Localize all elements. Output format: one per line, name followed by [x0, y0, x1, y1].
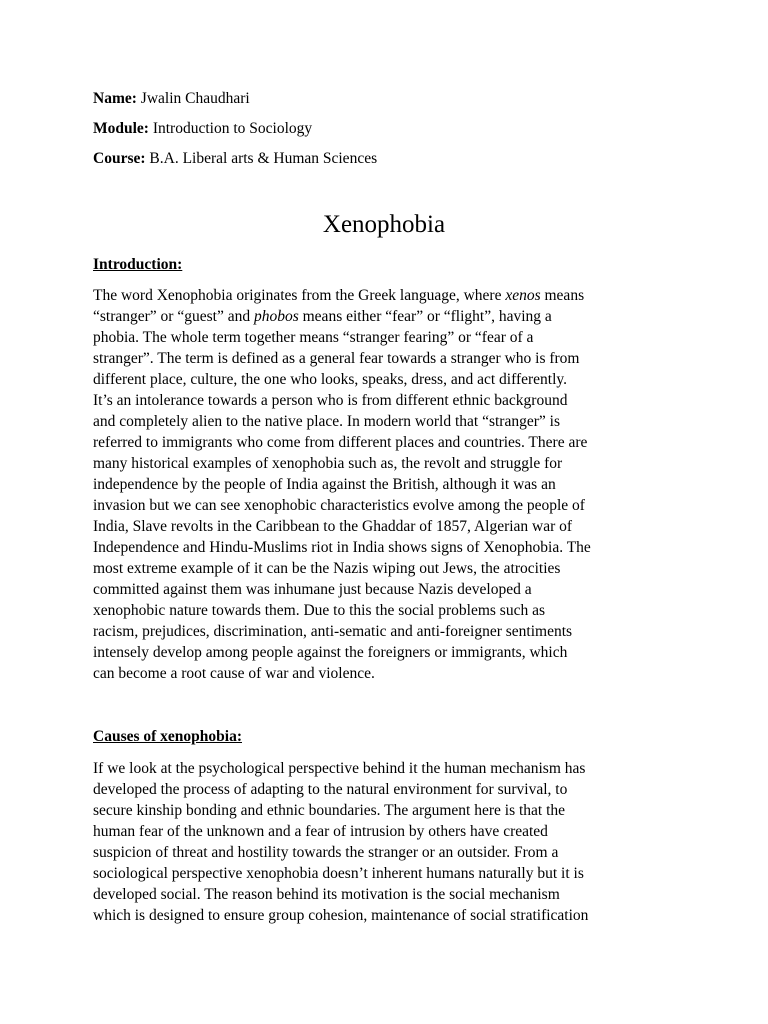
paragraph-line: can become a root cause of war and violence. — [93, 665, 375, 682]
text-run: “stranger” or “guest” and — [93, 308, 254, 325]
paragraph-line: and completely alien to the native place. In modern world that “stranger” is — [93, 413, 560, 430]
paragraph-line: Independence and Hindu-Muslims riot in India shows signs of Xenophobia. The — [93, 539, 591, 556]
introduction-paragraph — [93, 285, 693, 684]
module-label: Module: — [93, 120, 149, 137]
causes-paragraph — [93, 758, 693, 926]
paragraph-line: xenophobic nature towards them. Due to this the social problems such as — [93, 602, 545, 619]
paragraph-line: committed against them was inhumane just because Nazis developed a — [93, 581, 532, 598]
text-run: The word Xenophobia originates from the Greek language, where — [93, 287, 506, 304]
paragraph-line: intensely develop among people against the foreigners or immigrants, which — [93, 644, 568, 661]
italic-term-phobos: phobos — [253, 308, 299, 325]
paragraph-line: referred to immigrants who come from different places and countries. There are — [93, 434, 588, 451]
course-line — [93, 149, 377, 169]
course-value: B.A. Liberal arts & Human Sciences — [145, 150, 378, 167]
paragraph-line: phobia. The whole term together means “stranger fearing” or “fear of a — [93, 329, 534, 346]
course-label: Course: — [93, 150, 146, 167]
author-name-line — [93, 89, 250, 109]
paragraph-line: It’s an intolerance towards a person who is from different ethnic background — [93, 392, 568, 409]
module-line — [93, 119, 312, 139]
text-run: means — [540, 287, 585, 304]
paragraph-line: which is designed to ensure group cohesion, maintenance of social stratification — [93, 907, 589, 924]
paragraph-line: suspicion of threat and hostility towards the stranger or an outsider. From a — [93, 844, 559, 861]
causes-heading: Causes of xenophobia: — [93, 728, 242, 745]
paragraph-line: India, Slave revolts in the Caribbean to the Ghaddar of 1857, Algerian war of — [93, 518, 573, 535]
italic-term-xenos: xenos — [505, 287, 541, 304]
text-run: means either “fear” or “flight”, having a — [298, 308, 552, 325]
paragraph-line — [93, 285, 693, 306]
paragraph-line: independence by the people of India against the British, although it was an — [93, 476, 556, 493]
paragraph-line: stranger”. The term is defined as a general fear towards a stranger who is from — [93, 350, 580, 367]
paragraph-line: different place, culture, the one who looks, speaks, dress, and act differently. — [93, 371, 568, 388]
paragraph-line — [93, 306, 693, 327]
paragraph-line: developed the process of adapting to the natural environment for survival, to — [93, 781, 568, 798]
name-label: Name: — [93, 90, 137, 107]
paragraph-line: secure kinship bonding and ethnic boundaries. The argument here is that the — [93, 802, 566, 819]
paragraph-line: many historical examples of xenophobia such as, the revolt and struggle for — [93, 455, 563, 472]
document-title: Xenophobia — [322, 211, 446, 238]
module-value: Introduction to Sociology — [148, 120, 313, 137]
paragraph-line: most extreme example of it can be the Nazis wiping out Jews, the atrocities — [93, 560, 561, 577]
paragraph-line: If we look at the psychological perspective behind it the human mechanism has — [93, 760, 586, 777]
paragraph-line: racism, prejudices, discrimination, anti-sematic and anti-foreigner sentiments — [93, 623, 573, 640]
paragraph-line: sociological perspective xenophobia doesn’t inherent humans naturally but it is — [93, 865, 584, 882]
paragraph-line: human fear of the unknown and a fear of intrusion by others have created — [93, 823, 548, 840]
paragraph-line: invasion but we can see xenophobic characteristics evolve among the people of — [93, 497, 585, 514]
introduction-heading: Introduction: — [93, 256, 183, 273]
name-value: Jwalin Chaudhari — [136, 90, 250, 107]
paragraph-line: developed social. The reason behind its motivation is the social mechanism — [93, 886, 560, 903]
